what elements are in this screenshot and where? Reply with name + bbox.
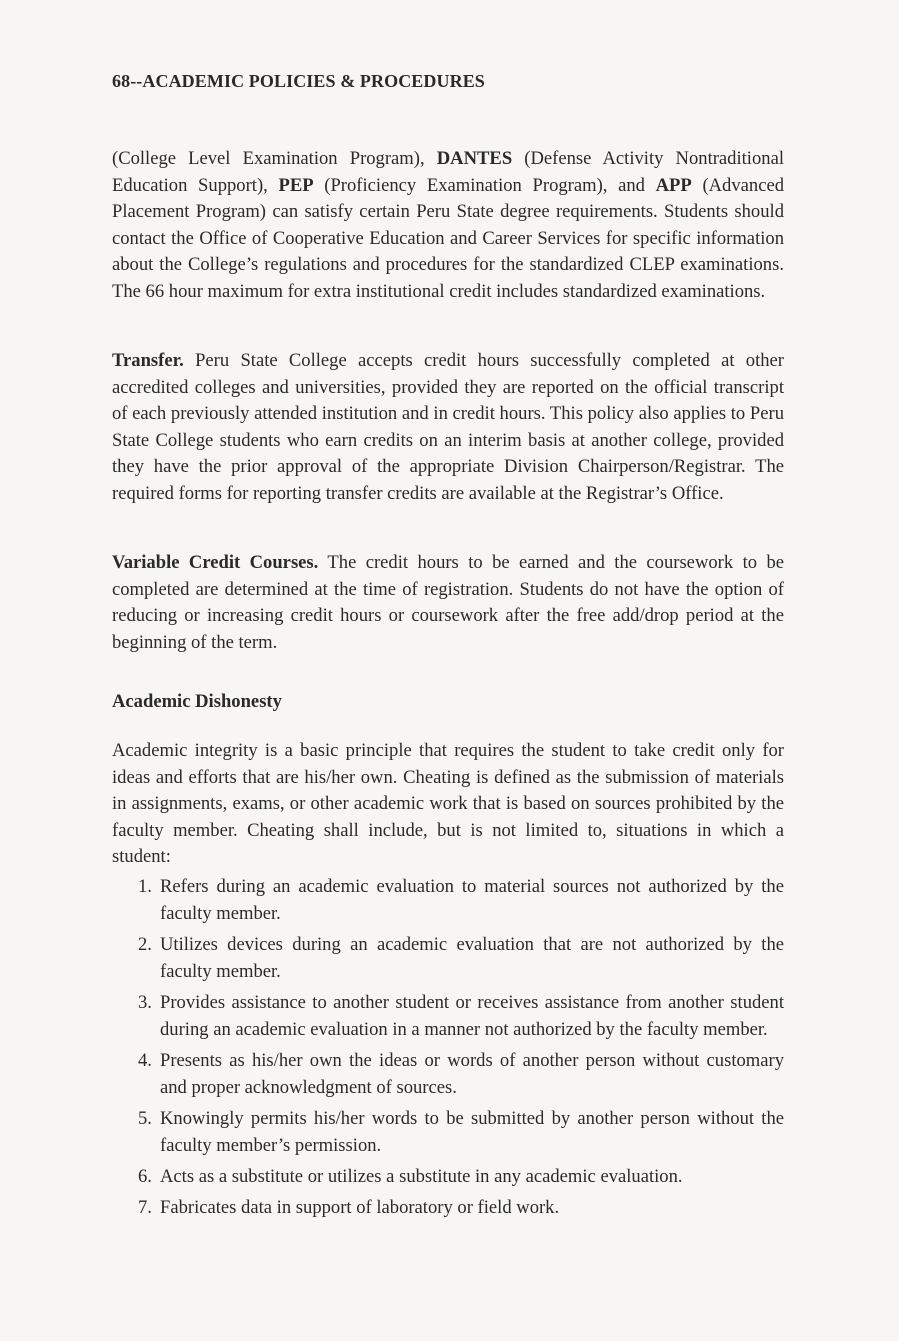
cheating-list: [112, 873, 784, 1225]
list-item: [112, 931, 784, 985]
list-item-number: 4.: [138, 1050, 152, 1071]
app-term: APP: [655, 174, 692, 196]
list-item: [112, 1194, 784, 1221]
list-item: [112, 873, 784, 927]
list-item: [112, 1105, 784, 1159]
list-item-number: 7.: [138, 1197, 152, 1218]
dantes-term: DANTES: [436, 148, 513, 169]
dishonesty-intro: Academic integrity is a basic principle that requires the student to take credit only for ideas and efforts that are his/her own. Cheating is defined as the submission of materials in assignments, exams, or other academic work that is based on sources prohibited by the faculty member. Cheating shall include, but is not limited to, situations in which a student:: [112, 740, 784, 867]
transfer-text: Peru State College accepts credit hours successfully completed at other accredited colleges and universities, provided they are reported on the official transcript of each previously attended institution and in credit hours. This policy also applies to Peru State College students who earn credits on an interim basis at another college, provided they have the prior approval of the appropriate Division Chairperson/Registrar. The required forms for reporting transfer credits are available at the Registrar’s Office.: [112, 350, 784, 504]
transfer-paragraph: [112, 348, 784, 507]
paragraph-text: (Proficiency Examination Program), and: [313, 174, 656, 196]
list-item-text: Presents as his/her own the ideas or words of another person without customary and proper acknowledgment of sources.: [160, 1050, 784, 1098]
list-item-text: Provides assistance to another student or receives assistance from another student during an academic evaluation in a manner not authorized by the faculty member.: [160, 992, 784, 1040]
list-item-text: Acts as a substitute or utilizes a substitute in any academic evaluation.: [160, 1166, 683, 1187]
section-heading: Academic Dishonesty: [112, 691, 282, 712]
paragraph-text: (College Level Examination Program),: [112, 148, 437, 169]
pep-term: PEP: [278, 174, 314, 196]
list-item-number: 6.: [138, 1166, 152, 1187]
list-item-number: 3.: [138, 992, 152, 1013]
list-item-number: 5.: [138, 1108, 152, 1129]
variable-credit-lead: Variable Credit Courses.: [112, 552, 319, 573]
paragraph-text: (Advanced Placement Program) can satisfy certain Peru State degree requirements. Students should contact the Office of Cooperative Education and Career Services for specific information about the College’s regulations and procedures for the standardized CLEP examinations. The 66 hour maximum for extra institutional credit includes standardized examinations.: [112, 174, 785, 302]
list-item-text: Refers during an academic evaluation to material sources not authorized by the faculty member.: [160, 876, 784, 924]
variable-credit-paragraph: [112, 550, 784, 656]
running-head: 68--ACADEMIC POLICIES & PROCEDURES: [112, 71, 485, 91]
transfer-lead: Transfer.: [112, 350, 184, 371]
paragraph-text: (Defense Activity Nontraditional Education Support),: [112, 148, 784, 196]
list-item-text: Fabricates data in support of laboratory or field work.: [160, 1197, 560, 1218]
list-item-text: Knowingly permits his/her words to be submitted by another person without the faculty member’s permission.: [160, 1108, 784, 1156]
list-item: [112, 1163, 784, 1190]
exam-programs-paragraph: [112, 146, 784, 305]
list-item: [112, 1047, 784, 1101]
list-item-number: 2.: [138, 934, 152, 955]
list-item: [112, 989, 784, 1043]
list-item-number: 1.: [138, 876, 152, 897]
list-item-text: Utilizes devices during an academic evaluation that are not authorized by the faculty member.: [160, 934, 784, 982]
variable-credit-text: The credit hours to be earned and the coursework to be completed are determined at the time of registration. Students do not have the option of reducing or increasing credit hours or coursework after the free add/drop period at the beginning of the term.: [112, 552, 784, 653]
